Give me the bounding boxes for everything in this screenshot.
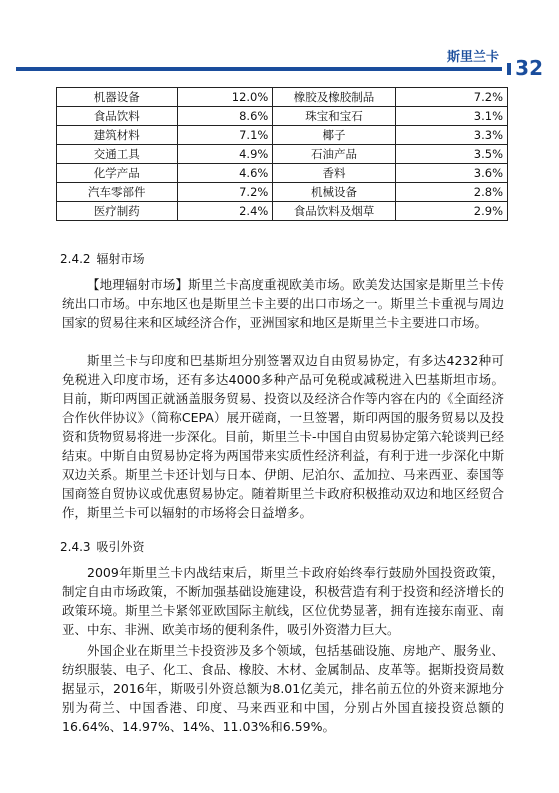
paragraph: 外国企业在斯里兰卡投资涉及多个领域，包括基础设施、房地产、服务业、纺织服装、电子、化工、食品、橡胶、木材、金属制品、皮革等。据斯投资局数据显示，2016年，斯吸引外资总额为8.01亿美元，排名前五位的外资来源地分别为荷兰、中国香港、印度、马来西亚和中国，分别占外国直接投资总额的16.64%、14.97%、14%、11.03%和6.59%。 <box>62 643 504 734</box>
item-share-cell: 12.0% <box>177 88 273 107</box>
item-name-cell: 机械设备 <box>273 183 395 202</box>
item-name-cell: 珠宝和宝石 <box>273 107 395 126</box>
section-heading-2-4-2 <box>60 250 145 267</box>
trade-share-table <box>56 87 508 221</box>
item-share-cell: 4.9% <box>177 145 273 164</box>
table-row <box>57 126 508 145</box>
item-name-cell: 橡胶及橡胶制品 <box>273 88 395 107</box>
section-number: 2.4.3 <box>60 540 91 554</box>
paragraph: 斯里兰卡与印度和巴基斯坦分别签署双边自由贸易协定，有多达4232种可免税进入印度市场，还有多达4000多种产品可免税或减税进入巴基斯坦市场。目前，斯印两国正就涵盖服务贸易、投资以及经济合作等内容在内的《全面经济合作伙伴协议》（简称CEPA）展开磋商，一旦签署，斯印两国的服务贸易以及投资和货物贸易将进一步深化。目前，斯里兰卡-中国自由贸易协定第六轮谈判已经结束。中斯自由贸易协定将为两国带来实质性经济利益，有利于进一步深化中斯双边关系。斯里兰卡还计划与日本、伊朗、尼泊尔、孟加拉、马来西亚、泰国等国商签自贸协议或优惠贸易协定。随着斯里兰卡政府积极推动双边和地区经贸合作，斯里兰卡可以辐射的市场将会日益增多。 <box>62 353 505 520</box>
section-number: 2.4.2 <box>60 252 91 266</box>
page-number: 32 <box>515 56 543 80</box>
item-share-cell: 3.1% <box>395 107 507 126</box>
item-name-cell: 食品饮料及烟草 <box>273 202 395 221</box>
paragraph: 【地理辐射市场】斯里兰卡高度重视欧美市场。欧美发达国家是斯里兰卡传统出口市场。中东地区也是斯里兰卡主要的出口市场之一。斯里兰卡重视与周边国家的贸易往来和区域经济合作，亚洲国家和地区是斯里兰卡主要进口市场。 <box>62 277 504 330</box>
table-row <box>57 107 508 126</box>
item-name-cell: 椰子 <box>273 126 395 145</box>
running-header-title: 斯里兰卡 <box>446 50 499 65</box>
item-share-cell: 2.4% <box>177 202 273 221</box>
item-share-cell: 8.6% <box>177 107 273 126</box>
item-share-cell: 2.9% <box>395 202 507 221</box>
table-row <box>57 88 508 107</box>
item-name-cell: 交通工具 <box>57 145 178 164</box>
item-share-cell: 7.2% <box>177 183 273 202</box>
item-share-cell: 3.6% <box>395 164 507 183</box>
item-share-cell: 7.2% <box>395 88 507 107</box>
item-name-cell: 机器设备 <box>57 88 178 107</box>
item-name-cell: 石油产品 <box>273 145 395 164</box>
item-name-cell: 建筑材料 <box>57 126 178 145</box>
paragraph: 2009年斯里兰卡内战结束后，斯里兰卡政府始终奉行鼓励外国投资政策，制定自由市场政策，不断加强基础设施建设，积极营造有利于投资和经济增长的政策环境。斯里兰卡紧邻亚欧国际主航线，区位优势显著，拥有连接东南亚、南亚、中东、非洲、欧美市场的便利条件，吸引外资潜力巨大。 <box>62 565 504 637</box>
item-name-cell: 食品饮料 <box>57 107 178 126</box>
section-heading-2-4-3 <box>60 538 145 555</box>
table-row <box>57 145 508 164</box>
item-name-cell: 化学产品 <box>57 164 178 183</box>
table-row <box>57 164 508 183</box>
table-row <box>57 183 508 202</box>
item-name-cell: 汽车零部件 <box>57 183 178 202</box>
item-share-cell: 3.5% <box>395 145 507 164</box>
header-rule-end <box>507 63 511 75</box>
table-row <box>57 202 508 221</box>
item-share-cell: 3.3% <box>395 126 507 145</box>
item-name-cell: 香料 <box>273 164 395 183</box>
item-name-cell: 医疗制药 <box>57 202 178 221</box>
section-title: 辐射市场 <box>96 252 145 266</box>
item-share-cell: 7.1% <box>177 126 273 145</box>
section-title: 吸引外资 <box>96 540 145 554</box>
item-share-cell: 4.6% <box>177 164 273 183</box>
item-share-cell: 2.8% <box>395 183 507 202</box>
header-rule <box>16 67 502 71</box>
